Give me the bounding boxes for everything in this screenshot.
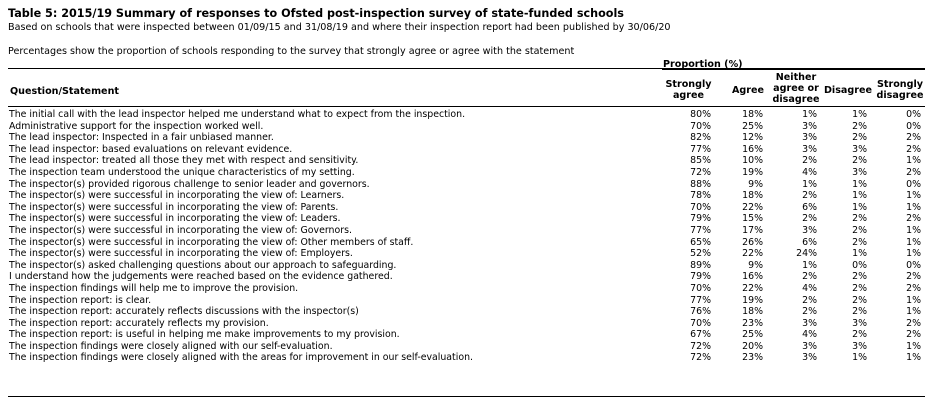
cell-neither: 3% [802,317,817,329]
cell-neither: 4% [802,166,817,178]
table-row [0,179,933,191]
cell-agree: 22% [742,248,763,260]
cell-disagree: 1% [852,109,867,120]
row-question: The inspector(s) were successful in incorporating the view of: Leaders. [9,213,341,225]
table-row [0,121,933,133]
cell-disagree: 1% [852,248,867,260]
row-question: The inspection report: accurately reflects discussions with the inspector(s) [9,306,359,318]
cell-agree: 19% [742,166,763,178]
cell-strongly-disagree: 1% [906,201,921,213]
cell-agree: 10% [742,155,763,167]
cell-disagree: 2% [852,155,867,167]
cell-disagree: 1% [852,178,867,190]
row-question: The inspector(s) provided rigorous challenge to senior leader and governors. [9,178,370,190]
table-row [0,248,933,260]
cell-agree: 23% [742,352,763,364]
cell-strongly-agree: 85% [690,155,711,167]
cell-disagree: 3% [852,143,867,155]
cell-strongly-agree: 77% [690,143,711,155]
cell-strongly-agree: 77% [690,294,711,306]
cell-neither: 4% [802,282,817,294]
cell-neither: 3% [802,340,817,352]
table-row [0,283,933,295]
cell-strongly-disagree: 1% [906,190,921,202]
table-note: Percentages show the proportion of schools responding to the survey that strongly agree or agree with the statement [8,46,575,57]
cell-neither: 1% [802,178,817,190]
cell-strongly-agree: 79% [690,213,711,225]
cell-agree: 18% [742,109,763,120]
cell-strongly-disagree: 1% [906,306,921,318]
table-row [0,167,933,179]
table-row [0,202,933,214]
cell-strongly-disagree: 0% [906,178,921,190]
cell-disagree: 3% [852,166,867,178]
cell-strongly-disagree: 1% [906,294,921,306]
row-question: The inspection report: accurately reflects my provision. [9,317,269,329]
cell-strongly-agree: 65% [690,236,711,248]
cell-strongly-disagree: 1% [906,340,921,352]
table-title: Table 5: 2015/19 Summary of responses to Ofsted post-inspection survey of state-funded schools [8,7,624,20]
row-question: The inspection findings will help me to improve the provision. [9,282,299,294]
cell-strongly-agree: 70% [690,317,711,329]
cell-disagree: 2% [852,282,867,294]
cell-strongly-agree: 80% [690,109,711,120]
header-disagree: Disagree [823,85,873,96]
table-row [0,190,933,202]
table-row [0,109,933,121]
header-neither [767,72,825,105]
cell-strongly-agree: 70% [690,282,711,294]
cell-strongly-agree: 67% [690,329,711,341]
cell-strongly-disagree: 2% [906,317,921,329]
cell-agree: 9% [748,259,763,271]
cell-disagree: 1% [852,352,867,364]
cell-agree: 16% [742,143,763,155]
cell-agree: 18% [742,190,763,202]
cell-strongly-agree: 52% [690,248,711,260]
cell-strongly-disagree: 0% [906,259,921,271]
cell-strongly-disagree: 1% [906,236,921,248]
row-question: The inspector(s) asked challenging questions about our approach to safeguarding. [9,259,397,271]
cell-agree: 20% [742,340,763,352]
table-row [0,306,933,318]
cell-strongly-disagree: 0% [906,120,921,132]
cell-disagree: 3% [852,317,867,329]
cell-disagree: 3% [852,340,867,352]
cell-neither: 2% [802,306,817,318]
cell-agree: 18% [742,306,763,318]
table-row [0,341,933,353]
cell-strongly-disagree: 1% [906,155,921,167]
table-row [0,329,933,341]
cell-disagree: 2% [852,271,867,283]
row-question: The inspector(s) were successful in incorporating the view of: Governors. [9,224,352,236]
cell-strongly-agree: 70% [690,120,711,132]
cell-agree: 25% [742,329,763,341]
table-row [0,237,933,249]
cell-neither: 2% [802,190,817,202]
cell-strongly-disagree: 2% [906,282,921,294]
cell-strongly-disagree: 2% [906,143,921,155]
cell-neither: 3% [802,132,817,144]
cell-agree: 15% [742,213,763,225]
cell-strongly-disagree: 0% [906,109,921,120]
cell-agree: 17% [742,224,763,236]
table-row [0,155,933,167]
cell-agree: 23% [742,317,763,329]
cell-neither: 3% [802,120,817,132]
cell-strongly-agree: 78% [690,190,711,202]
cell-agree: 22% [742,201,763,213]
cell-disagree: 0% [852,259,867,271]
cell-disagree: 2% [852,213,867,225]
cell-neither: 2% [802,271,817,283]
row-question: The lead inspector: treated all those they met with respect and sensitivity. [9,155,359,167]
cell-agree: 16% [742,271,763,283]
cell-disagree: 2% [852,329,867,341]
table-row [0,132,933,144]
header-agree: Agree [731,85,765,96]
cell-neither: 3% [802,352,817,364]
header-question: Question/Statement [10,86,119,97]
table-row [0,295,933,307]
cell-strongly-disagree: 2% [906,132,921,144]
header-strongly-agree [660,79,717,101]
cell-disagree: 1% [852,201,867,213]
cell-agree: 22% [742,282,763,294]
row-question: The inspection findings were closely aligned with our self-evaluation. [9,340,333,352]
row-question: The inspector(s) were successful in incorporating the view of: Parents. [9,201,339,213]
cell-strongly-disagree: 1% [906,352,921,364]
row-question: The inspector(s) were successful in incorporating the view of: Employers. [9,248,353,260]
cell-disagree: 2% [852,306,867,318]
cell-strongly-agree: 72% [690,340,711,352]
header-bottom-rule [8,106,925,107]
table-bottom-rule [8,396,925,397]
table-body [0,109,933,364]
row-question: The inspector(s) were successful in incorporating the view of: Learners. [9,190,345,202]
cell-agree: 19% [742,294,763,306]
header-strongly-disagree-line2: disagree [876,90,924,101]
table-row [0,225,933,237]
cell-disagree: 2% [852,236,867,248]
cell-strongly-disagree: 2% [906,271,921,283]
row-question: Administrative support for the inspection worked well. [9,120,264,132]
cell-neither: 2% [802,155,817,167]
table-row [0,318,933,330]
header-neither-line3: disagree [772,94,820,105]
table-row [0,144,933,156]
cell-neither: 3% [802,143,817,155]
cell-neither: 1% [802,109,817,120]
cell-neither: 4% [802,329,817,341]
cell-strongly-disagree: 1% [906,224,921,236]
header-strongly-agree-line2: agree [672,90,705,101]
cell-neither: 6% [802,236,817,248]
table-row [0,271,933,283]
cell-disagree: 2% [852,294,867,306]
cell-neither: 1% [802,259,817,271]
header-neither-line1: Neither [775,72,817,83]
cell-agree: 9% [748,178,763,190]
row-question: The inspection findings were closely aligned with the areas for improvement in our self-evaluation. [9,352,473,364]
row-question: The lead inspector: based evaluations on relevant evidence. [9,143,293,155]
cell-strongly-disagree: 1% [906,248,921,260]
header-strongly-disagree-line1: Strongly [876,79,924,90]
cell-agree: 25% [742,120,763,132]
table-row [0,352,933,364]
row-question: The lead inspector: Inspected in a fair unbiased manner. [9,132,274,144]
cell-strongly-agree: 89% [690,259,711,271]
cell-strongly-disagree: 2% [906,166,921,178]
table-row [0,213,933,225]
row-question: The inspection report: is useful in helping me make improvements to my provision. [9,329,400,341]
header-strongly-agree-line1: Strongly [665,79,712,90]
row-question: The inspection report: is clear. [9,294,152,306]
cell-agree: 26% [742,236,763,248]
row-question: I understand how the judgements were reached based on the evidence gathered. [9,271,393,283]
header-neither-line2: agree or [773,83,819,94]
table-subtitle: Based on schools that were inspected between 01/09/15 and 31/08/19 and where their inspection report had been published by 30/06/20 [8,22,671,33]
cell-disagree: 2% [852,120,867,132]
cell-strongly-disagree: 2% [906,329,921,341]
cell-disagree: 2% [852,224,867,236]
header-strongly-disagree [872,79,928,101]
cell-neither: 3% [802,224,817,236]
cell-agree: 12% [742,132,763,144]
row-question: The inspection team understood the unique characteristics of my setting. [9,166,355,178]
cell-strongly-agree: 76% [690,306,711,318]
cell-strongly-agree: 70% [690,201,711,213]
group-header-proportion: Proportion (%) [663,59,743,70]
row-question: The initial call with the lead inspector helped me understand what to expect from the inspection. [9,109,466,120]
cell-strongly-agree: 82% [690,132,711,144]
cell-strongly-agree: 72% [690,166,711,178]
cell-strongly-agree: 72% [690,352,711,364]
cell-neither: 2% [802,213,817,225]
cell-disagree: 1% [852,190,867,202]
table-row [0,260,933,272]
cell-strongly-agree: 77% [690,224,711,236]
cell-neither: 6% [802,201,817,213]
row-question: The inspector(s) were successful in incorporating the view of: Other members of staff. [9,236,414,248]
cell-strongly-agree: 88% [690,178,711,190]
cell-strongly-agree: 79% [690,271,711,283]
cell-disagree: 2% [852,132,867,144]
cell-strongly-disagree: 2% [906,213,921,225]
cell-neither: 2% [802,294,817,306]
cell-neither: 24% [796,248,817,260]
